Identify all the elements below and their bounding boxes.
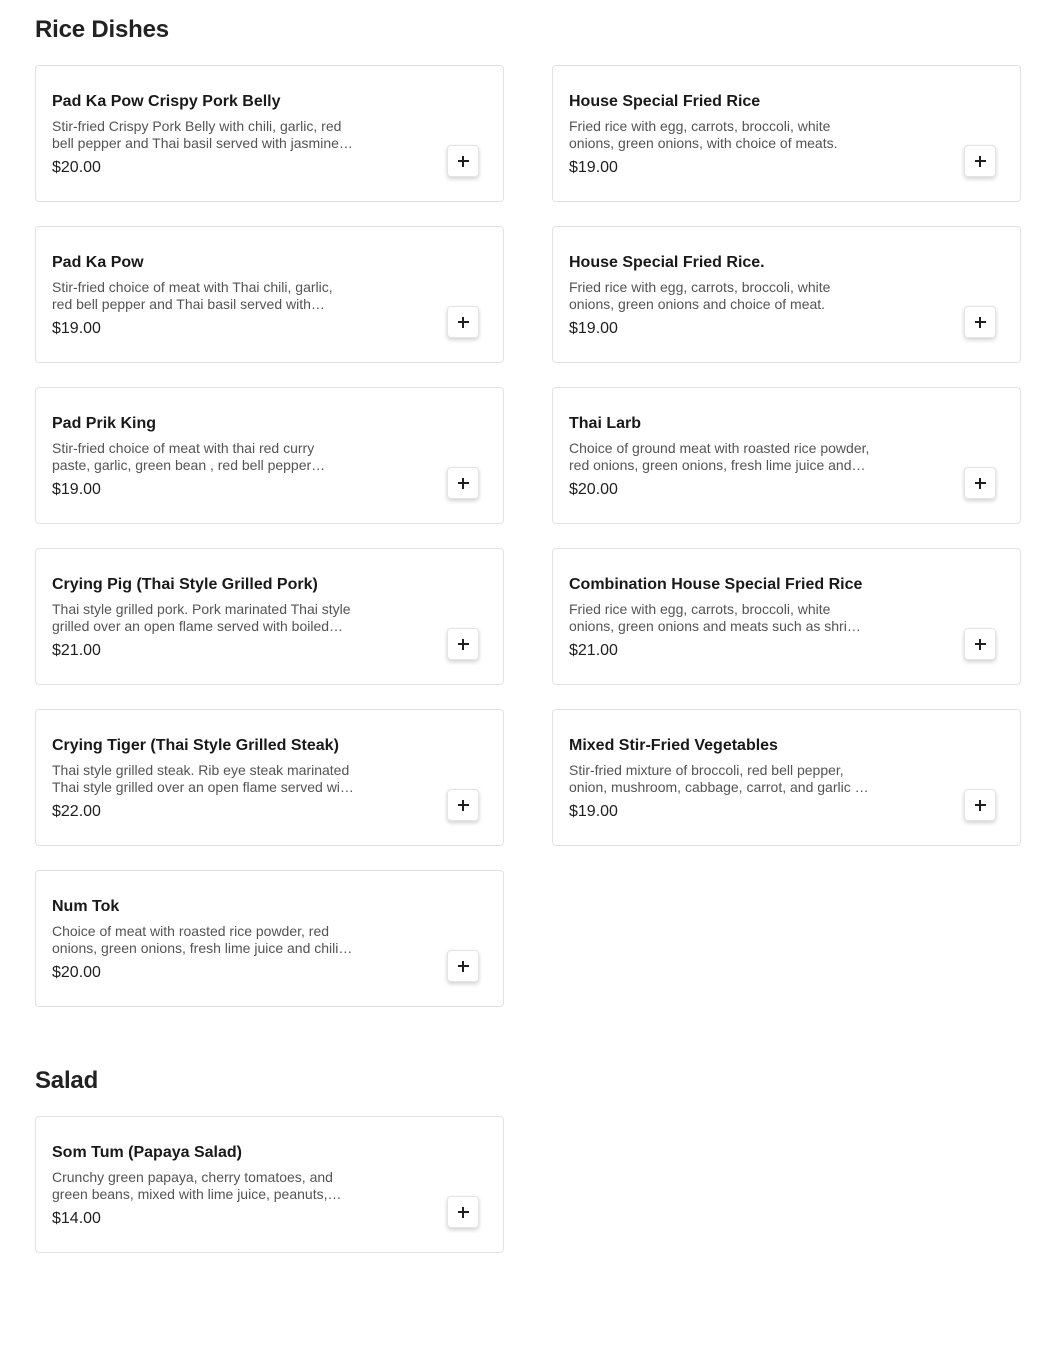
menu-item-price: $22.00 (52, 803, 101, 820)
menu-grid-salad (35, 1116, 1021, 1253)
menu-item-name: House Special Fried Rice. (569, 254, 765, 271)
add-item-button[interactable] (964, 628, 996, 660)
add-item-button[interactable] (447, 467, 479, 499)
menu-item-price: $20.00 (569, 481, 618, 498)
plus-icon (458, 317, 469, 328)
add-item-button[interactable] (447, 789, 479, 821)
menu-item-name: Crying Tiger (Thai Style Grilled Steak) (52, 737, 339, 754)
menu-item-card[interactable] (35, 709, 504, 846)
menu-item-price: $21.00 (52, 642, 101, 659)
plus-icon (975, 317, 986, 328)
menu-item-name: Crying Pig (Thai Style Grilled Pork) (52, 576, 318, 593)
menu-item-card[interactable] (35, 226, 504, 363)
add-item-button[interactable] (964, 789, 996, 821)
add-item-button[interactable] (964, 306, 996, 338)
menu-grid-rice-dishes (35, 65, 1021, 1007)
menu-item-name: Som Tum (Papaya Salad) (52, 1144, 242, 1161)
menu-item-card[interactable] (552, 65, 1021, 202)
menu-item-description: Thai style grilled pork. Pork marinated Thai style grilled over an open flame served with boiled (52, 601, 351, 634)
menu-item-card[interactable] (552, 709, 1021, 846)
menu-item-price: $20.00 (52, 964, 101, 981)
menu-item-description: Fried rice with egg, carrots, broccoli, white onions, green onions and choice of meat. (569, 279, 831, 312)
section-title-salad: Salad (35, 1067, 99, 1094)
plus-icon (458, 961, 469, 972)
plus-icon (458, 156, 469, 167)
menu-item-description: Choice of meat with roasted rice powder, red onions, green onions, fresh lime juice and chili (52, 923, 339, 956)
menu-item-name: Pad Ka Pow Crispy Pork Belly (52, 93, 281, 110)
plus-icon (975, 800, 986, 811)
menu-item-name: Mixed Stir-Fried Vegetables (569, 737, 778, 754)
menu-item-card[interactable] (35, 548, 504, 685)
menu-item-card[interactable] (35, 870, 504, 1007)
menu-item-description: Thai style grilled steak. Rib eye steak marinated Thai style grilled over an open flame served with (52, 762, 352, 795)
menu-item-price: $14.00 (52, 1210, 101, 1227)
menu-item-price: $19.00 (569, 320, 618, 337)
menu-item-price: $19.00 (52, 320, 101, 337)
add-item-button[interactable] (964, 145, 996, 177)
plus-icon (975, 639, 986, 650)
plus-icon (458, 1207, 469, 1218)
menu-item-card[interactable] (35, 1116, 504, 1253)
menu-item-card[interactable] (552, 387, 1021, 524)
menu-item-price: $19.00 (569, 159, 618, 176)
menu-item-name: House Special Fried Rice (569, 93, 761, 110)
menu-item-name: Num Tok (52, 898, 120, 915)
menu-item-card[interactable] (35, 387, 504, 524)
menu-item-card[interactable] (552, 226, 1021, 363)
menu-item-description: Fried rice with egg, carrots, broccoli, white onions, green onions and meats such as shrimp, (569, 601, 871, 634)
add-item-button[interactable] (447, 145, 479, 177)
plus-icon (975, 156, 986, 167)
plus-icon (458, 639, 469, 650)
menu-item-description: Crunchy green papaya, cherry tomatoes, and green beans, mixed with lime juice, peanuts, (52, 1169, 333, 1202)
menu-item-price: $21.00 (569, 642, 618, 659)
menu-item-name: Pad Ka Pow (52, 254, 144, 271)
menu-item-price: $20.00 (52, 159, 101, 176)
menu-item-price: $19.00 (569, 803, 618, 820)
menu-item-description: Fried rice with egg, carrots, broccoli, white onions, green onions, with choice of meats. (569, 118, 838, 151)
plus-icon (975, 478, 986, 489)
menu-item-description: Choice of ground meat with roasted rice powder, red onions, green onions, fresh lime juice and (569, 440, 870, 473)
menu-item-description: Stir-fried choice of meat with thai red curry paste, garlic, green bean , red bell pepper (52, 440, 315, 473)
add-item-button[interactable] (964, 467, 996, 499)
menu-item-price: $19.00 (52, 481, 101, 498)
add-item-button[interactable] (447, 1196, 479, 1228)
menu-item-description: Stir-fried mixture of broccoli, red bell pepper, onion, mushroom, cabbage, carrot, and garlic in (569, 762, 866, 795)
menu-item-description: Stir-fried Crispy Pork Belly with chili, garlic, red bell pepper and Thai basil served with jasmine (52, 118, 342, 151)
add-item-button[interactable] (447, 306, 479, 338)
add-item-button[interactable] (447, 628, 479, 660)
menu-item-description: Stir-fried choice of meat with Thai chili, garlic, red bell pepper and Thai basil served with (52, 279, 333, 312)
menu-item-name: Combination House Special Fried Rice (569, 576, 863, 593)
plus-icon (458, 478, 469, 489)
section-title-rice-dishes: Rice Dishes (35, 16, 169, 43)
add-item-button[interactable] (447, 950, 479, 982)
menu-item-name: Thai Larb (569, 415, 642, 432)
menu-item-name: Pad Prik King (52, 415, 157, 432)
plus-icon (458, 800, 469, 811)
menu-item-card[interactable] (35, 65, 504, 202)
menu-item-card[interactable] (552, 548, 1021, 685)
